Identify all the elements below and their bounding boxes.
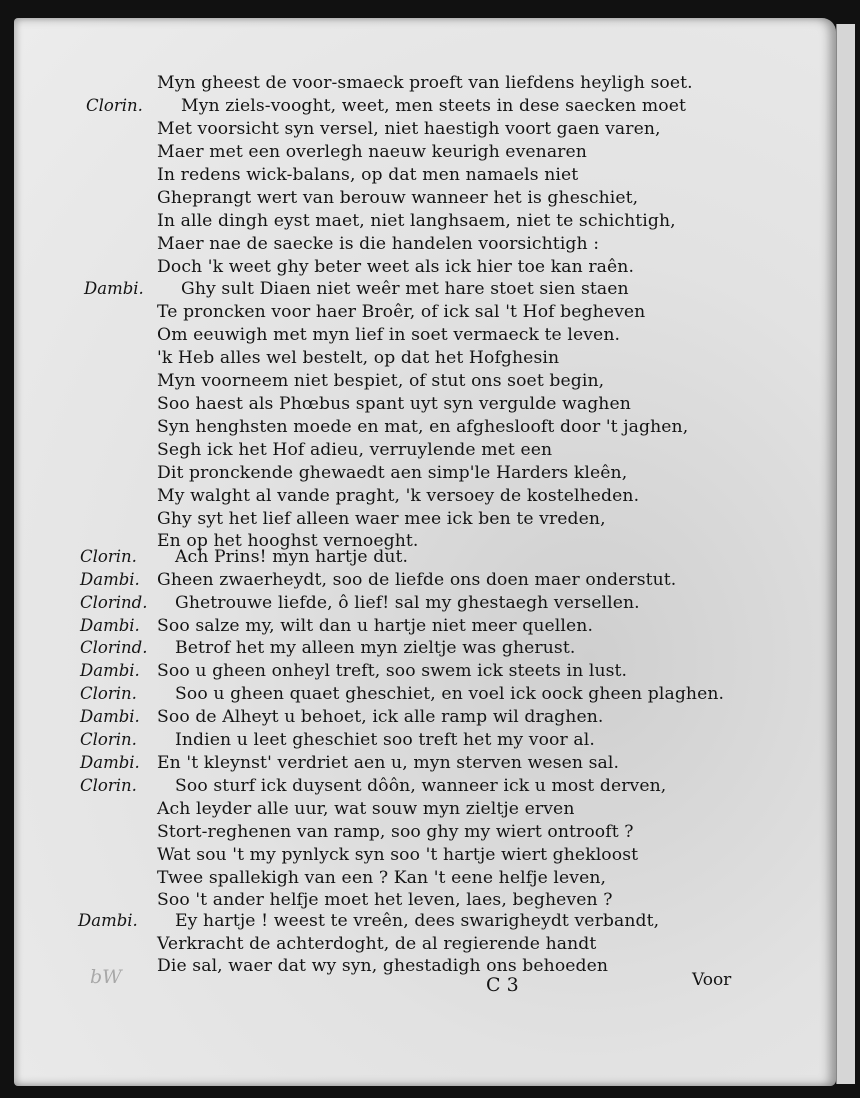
speaker-label: Clorin. xyxy=(86,96,143,115)
speaker-label: Clorind. xyxy=(80,593,148,612)
verse-line: Ey hartje ! weest te vreên, dees swarigheydt verbandt, xyxy=(175,911,660,931)
verse-line: Syn henghsten moede en mat, en afgheslooft door 't jaghen, xyxy=(157,417,689,437)
speaker-label: Clorin. xyxy=(80,730,137,749)
verse-line: En 't kleynst' verdriet aen u, myn sterven wesen sal. xyxy=(157,753,620,773)
next-page-edge xyxy=(836,24,855,1084)
verse-line: Verkracht de achterdoght, de al regierende handt xyxy=(157,934,597,954)
catchword: Voor xyxy=(692,970,732,990)
verse-line: Soo salze my, wilt dan u hartje niet meer quellen. xyxy=(157,616,594,636)
verse-line: In alle dingh eyst maet, niet langhsaem, niet te schichtigh, xyxy=(157,211,676,231)
verse-line: Te proncken voor haer Broêr, of ick sal 't Hof begheven xyxy=(157,302,646,322)
verse-line: Soo haest als Phœbus spant uyt syn vergulde waghen xyxy=(157,394,631,414)
verse-line: Ghy syt het lief alleen waer mee ick ben te vreden, xyxy=(157,509,606,529)
verse-line: Maer met een overlegh naeuw keurigh evenaren xyxy=(157,142,587,162)
verse-line: Soo de Alheyt u behoet, ick alle ramp wil draghen. xyxy=(157,707,604,727)
verse-line: My walght al vande praght, 'k versoey de kostelheden. xyxy=(157,486,640,506)
verse-line: Betrof het my alleen myn zieltje was gherust. xyxy=(175,638,576,658)
speaker-label: Clorin. xyxy=(80,776,137,795)
verse-line: Soo u gheen quaet gheschiet, en voel ick oock gheen plaghen. xyxy=(175,684,725,704)
verse-line: Om eeuwigh met myn lief in soet vermaeck te leven. xyxy=(157,325,621,345)
verse-line: In redens wick-balans, op dat men namaels niet xyxy=(157,165,579,185)
speaker-label: Dambi. xyxy=(80,753,140,772)
verse-line: Gheprangt wert van berouw wanneer het is gheschiet, xyxy=(157,188,639,208)
verse-line: Myn gheest de voor-smaeck proeft van liefdens heyligh soet. xyxy=(157,73,693,93)
verse-line: Gheen zwaerheydt, soo de liefde ons doen maer onderstut. xyxy=(157,570,677,590)
verse-line: Soo u gheen onheyl treft, soo swem ick steets in lust. xyxy=(157,661,628,681)
verse-line: Twee spallekigh van een ? Kan 't eene helfje leven, xyxy=(157,868,607,888)
verse-line: Stort-reghenen van ramp, soo ghy my wiert ontrooft ? xyxy=(157,822,634,842)
verse-line: Ghetrouwe liefde, ô lief! sal my ghestaegh versellen. xyxy=(175,593,640,613)
speaker-label: Dambi. xyxy=(80,707,140,726)
speaker-label: Dambi. xyxy=(78,911,138,930)
verse-line: Met voorsicht syn versel, niet haestigh voort gaen varen, xyxy=(157,119,661,139)
verse-line: Soo sturf ick duysent dôôn, wanneer ick u most derven, xyxy=(175,776,667,796)
verse-line: En op het hooghst vernoeght. xyxy=(157,531,419,551)
signature-mark: C 3 xyxy=(486,974,519,996)
verse-line: Dit pronckende ghewaedt aen simp'le Harders kleên, xyxy=(157,463,628,483)
speaker-label: Clorin. xyxy=(80,547,137,566)
verse-line: Segh ick het Hof adieu, verruylende met een xyxy=(157,440,553,460)
speaker-label: Dambi. xyxy=(84,279,144,298)
speaker-label: Dambi. xyxy=(80,570,140,589)
speaker-label: Clorin. xyxy=(80,684,137,703)
speaker-label: Clorind. xyxy=(80,638,148,657)
margin-mark: bW xyxy=(90,966,122,988)
speaker-label: Dambi. xyxy=(80,661,140,680)
verse-line: Ghy sult Diaen niet weêr met hare stoet sien staen xyxy=(181,279,629,299)
verse-line: Wat sou 't my pynlyck syn soo 't hartje wiert ghekloost xyxy=(157,845,639,865)
verse-line: Die sal, waer dat wy syn, ghestadigh ons behoeden xyxy=(157,956,609,976)
verse-line: Doch 'k weet ghy beter weet als ick hier toe kan raên. xyxy=(157,257,635,277)
verse-line: Indien u leet gheschiet soo treft het my voor al. xyxy=(175,730,595,750)
verse-line: Soo 't ander helfje moet het leven, laes, begheven ? xyxy=(157,890,613,910)
verse-line: Myn ziels-vooght, weet, men steets in dese saecken moet xyxy=(181,96,687,116)
verse-line: Ach leyder alle uur, wat souw myn zieltje erven xyxy=(157,799,575,819)
verse-line: Myn voorneem niet bespiet, of stut ons soet begin, xyxy=(157,371,605,391)
verse-line: Maer nae de saecke is die handelen voorsichtigh : xyxy=(157,234,600,254)
speaker-label: Dambi. xyxy=(80,616,140,635)
verse-line: Ach Prins! myn hartje dut. xyxy=(175,547,409,567)
verse-line: 'k Heb alles wel bestelt, op dat het Hofghesin xyxy=(157,348,560,368)
